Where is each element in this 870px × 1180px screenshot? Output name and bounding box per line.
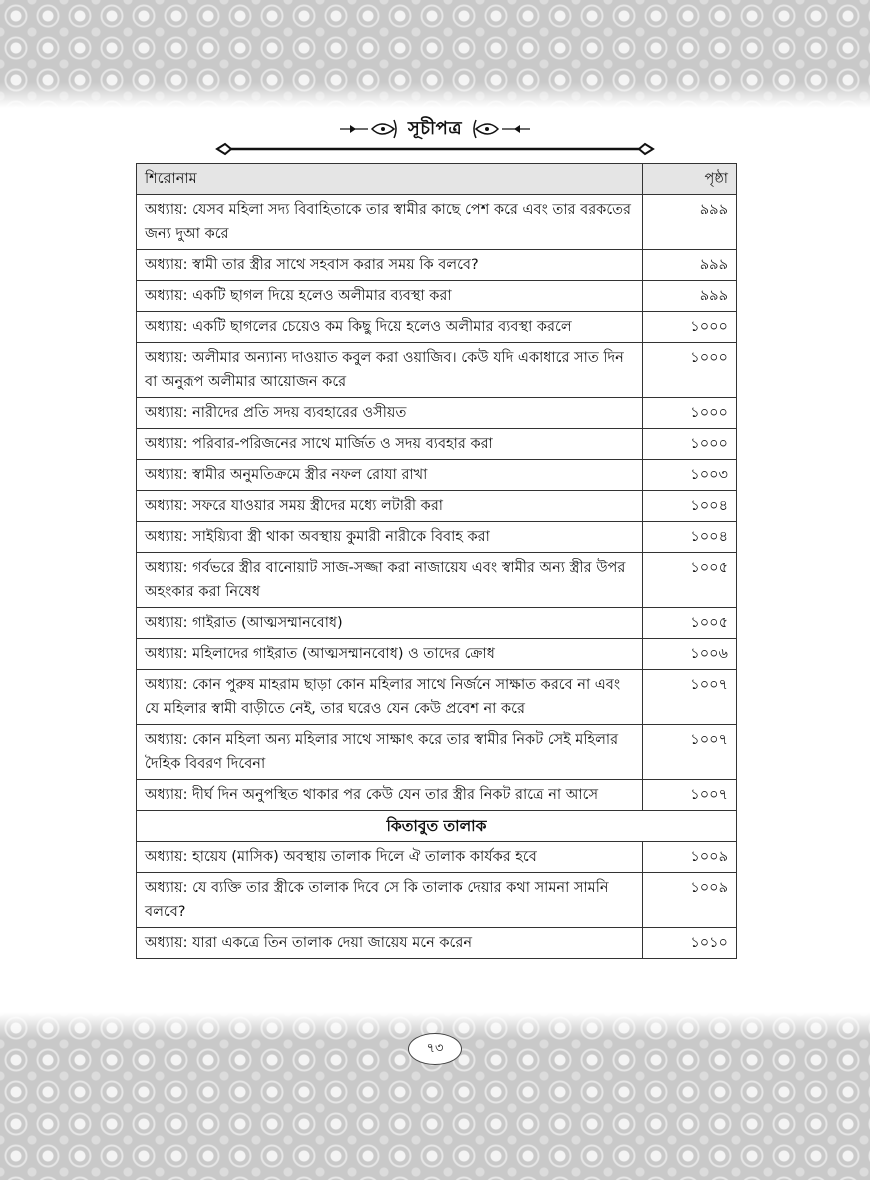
table-row xyxy=(137,780,737,811)
page-number-cell: ১০০৪ xyxy=(643,491,737,522)
table-row xyxy=(137,639,737,670)
chapter-title: অধ্যায়: মহিলাদের গাইরাত (আত্মসম্মানবোধ) ও তাদের ক্রোধ xyxy=(137,639,643,670)
table-header-row xyxy=(137,164,737,195)
right-ornament-icon xyxy=(470,118,532,140)
page-number-cell: ১০০৫ xyxy=(643,608,737,639)
chapter-title: অধ্যায়: একটি ছাগল দিয়ে হলেও অলীমার ব্যবস্থা করা xyxy=(137,281,643,312)
page-number-cell: ১০০৭ xyxy=(643,670,737,725)
table-row xyxy=(137,928,737,959)
top-decorative-border xyxy=(0,0,870,108)
page-number-cell: ৯৯৯ xyxy=(643,195,737,250)
chapter-title: অধ্যায়: একটি ছাগলের চেয়েও কম কিছু দিয়ে হলেও অলীমার ব্যবস্থা করলে xyxy=(137,312,643,343)
contents-table xyxy=(136,163,737,959)
chapter-title: অধ্যায়: সফরে যাওয়ার সময় স্ত্রীদের মধ্যে লটারী করা xyxy=(137,491,643,522)
page-number-cell: ১০০৪ xyxy=(643,522,737,553)
table-row xyxy=(137,250,737,281)
chapter-title: অধ্যায়: যারা একত্রে তিন তালাক দেয়া জায়েয মনে করেন xyxy=(137,928,643,959)
page-number-cell: ১০০০ xyxy=(643,343,737,398)
page-number-cell: ১০০৩ xyxy=(643,460,737,491)
page-number-cell: ৯৯৯ xyxy=(643,250,737,281)
page-title: সূচীপত্র xyxy=(407,117,463,139)
chapter-title: অধ্যায়: নারীদের প্রতি সদয় ব্যবহারের ওসীয়ত xyxy=(137,398,643,429)
table-row xyxy=(137,398,737,429)
table-row xyxy=(137,281,737,312)
table-row xyxy=(137,553,737,608)
section-heading-row xyxy=(137,811,737,842)
table-row xyxy=(137,670,737,725)
page-number-cell: ১০০০ xyxy=(643,312,737,343)
left-ornament-icon xyxy=(338,118,400,140)
table-row xyxy=(137,725,737,780)
page-number-cell: ১০০০ xyxy=(643,398,737,429)
page-number: ৭৩ xyxy=(408,1033,462,1065)
title-column-header: শিরোনাম xyxy=(137,164,643,195)
heading-divider-rule xyxy=(215,142,655,156)
chapter-title: অধ্যায়: হায়েয (মাসিক) অবস্থায় তালাক দিলে ঐ তালাক কার্যকর হবে xyxy=(137,842,643,873)
page-number-cell: ১০০৯ xyxy=(643,842,737,873)
chapter-title: অধ্যায়: যে ব্যক্তি তার স্ত্রীকে তালাক দিবে সে কি তালাক দেয়ার কথা সামনা সামনি বলবে? xyxy=(137,873,643,928)
page-number-cell: ১০০৭ xyxy=(643,780,737,811)
table-row xyxy=(137,608,737,639)
chapter-title: অধ্যায়: পরিবার-পরিজনের সাথে মার্জিত ও সদয় ব্যবহার করা xyxy=(137,429,643,460)
chapter-title: অধ্যায়: স্বামীর অনুমতিক্রমে স্ত্রীর নফল রোযা রাখা xyxy=(137,460,643,491)
chapter-title: অধ্যায়: গর্বভরে স্ত্রীর বানোয়াট সাজ-সজ্জা করা নাজায়েয এবং স্বামীর অন্য স্ত্রীর উপর অহংকার করা নিষেধ xyxy=(137,553,643,608)
section-title: কিতাবুত তালাক xyxy=(137,811,737,842)
page-number-cell: ১০০৯ xyxy=(643,873,737,928)
chapter-title: অধ্যায়: কোন মহিলা অন্য মহিলার সাথে সাক্ষাৎ করে তার স্বামীর নিকট সেই মহিলার দৈহিক বিবরণ দিবেনা xyxy=(137,725,643,780)
page-column-header: পৃষ্ঠা xyxy=(643,164,737,195)
table-row xyxy=(137,842,737,873)
page-number-cell: ১০০৫ xyxy=(643,553,737,608)
page-number-cell: ৯৯৯ xyxy=(643,281,737,312)
chapter-title: অধ্যায়: যেসব মহিলা সদ্য বিবাহিতাকে তার স্বামীর কাছে পেশ করে এবং তার বরকতের জন্য দুআ করে xyxy=(137,195,643,250)
table-row xyxy=(137,873,737,928)
table-row xyxy=(137,429,737,460)
page-number-cell: ১০০৭ xyxy=(643,725,737,780)
chapter-title: অধ্যায়: কোন পুরুষ মাহরাম ছাড়া কোন মহিলার সাথে নির্জনে সাক্ষাত করবে না এবং যে মহিলার স্বামী বাড়ীতে নেই, তার ঘরেও যেন কেউ প্রবেশ না করে xyxy=(137,670,643,725)
page-number-cell: ১০০৬ xyxy=(643,639,737,670)
chapter-title: অধ্যায়: দীর্ঘ দিন অনুপস্থিত থাকার পর কেউ যেন তার স্ত্রীর নিকট রাত্রে না আসে xyxy=(137,780,643,811)
table-row xyxy=(137,312,737,343)
table-row xyxy=(137,195,737,250)
chapter-title: অধ্যায়: গাইরাত (আত্মসম্মানবোধ) xyxy=(137,608,643,639)
table-row xyxy=(137,522,737,553)
table-row xyxy=(137,460,737,491)
table-row xyxy=(137,343,737,398)
page-number-cell: ১০১০ xyxy=(643,928,737,959)
chapter-title: অধ্যায়: স্বামী তার স্ত্রীর সাথে সহবাস করার সময় কি বলবে? xyxy=(137,250,643,281)
page-heading xyxy=(0,112,870,146)
page-number-cell: ১০০০ xyxy=(643,429,737,460)
chapter-title: অধ্যায়: অলীমার অন্যান্য দাওয়াত কবুল করা ওয়াজিব। কেউ যদি একাধারে সাত দিন বা অনুরূপ অলীমার আয়োজন করে xyxy=(137,343,643,398)
chapter-title: অধ্যায়: সাইয়্যিবা স্ত্রী থাকা অবস্থায় কুমারী নারীকে বিবাহ করা xyxy=(137,522,643,553)
table-row xyxy=(137,491,737,522)
